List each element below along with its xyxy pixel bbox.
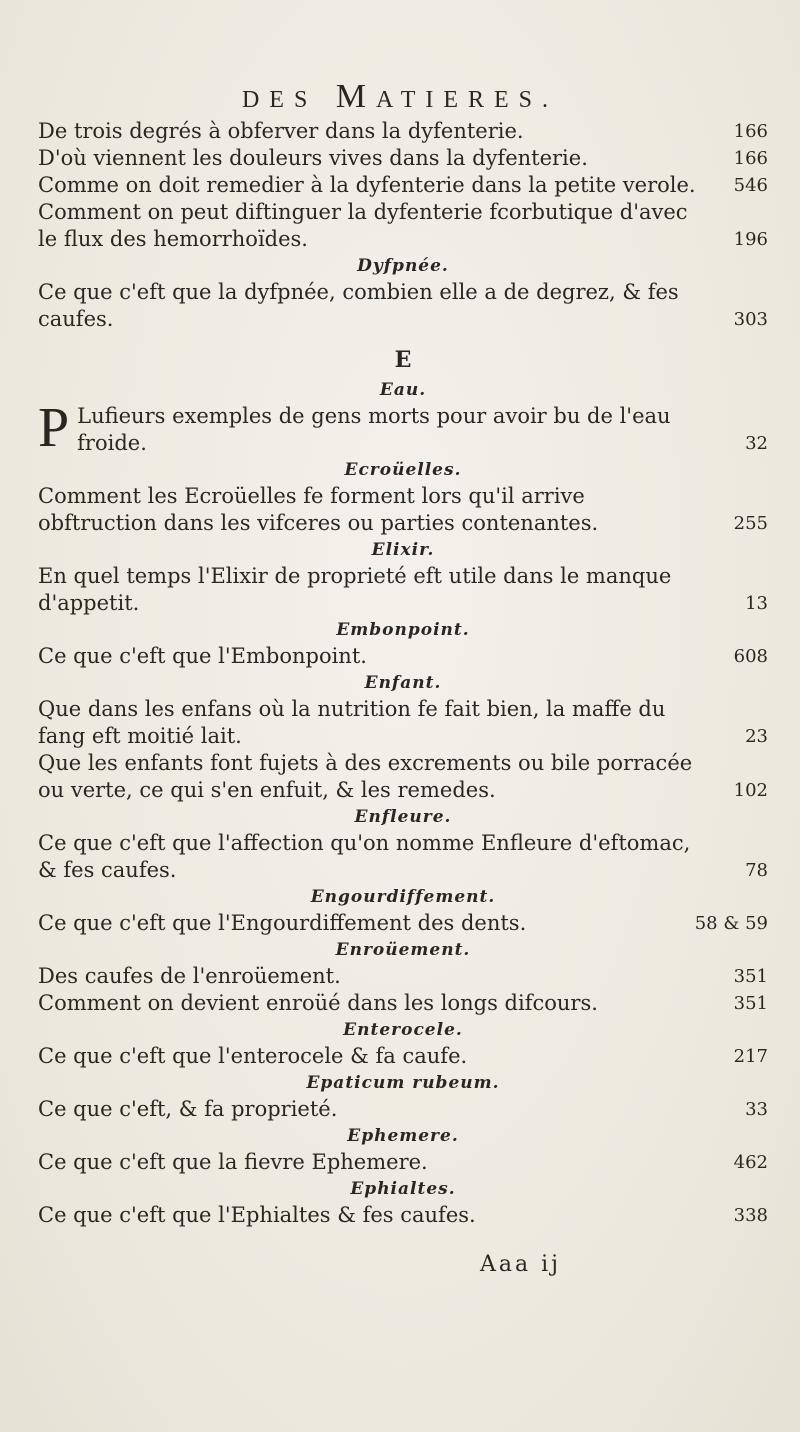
entry-text: Comme on doit remedier à la dyfenterie dans la petite verole.	[38, 173, 696, 197]
entry-text: Ce que c'eft que l'enterocele & fa caufe.	[38, 1044, 468, 1068]
entry-text: D'où viennent les douleurs vives dans la dyfenterie.	[38, 146, 588, 170]
header-prefix: DES	[241, 87, 318, 113]
index-entry	[38, 397, 768, 459]
page-number: 546	[733, 175, 768, 196]
entry-heading: Dyfpnée.	[357, 256, 449, 276]
page-number: 303	[733, 309, 768, 330]
entry-text: Ce que c'eft que l'Embonpoint.	[38, 644, 367, 668]
page-number: 608	[733, 646, 768, 667]
entry-text: Ce que c'eft que l'Engourdiffement des dents.	[38, 911, 527, 935]
page-number: 196	[733, 229, 768, 250]
index-entry	[38, 118, 768, 145]
page-number: 351	[733, 993, 768, 1014]
page-number: 166	[733, 121, 768, 142]
page-number: 13	[745, 593, 768, 614]
entry-heading: Ephialtes.	[350, 1179, 456, 1199]
index-entry	[38, 1149, 768, 1176]
entry-heading: Enfleure.	[354, 807, 452, 827]
index-entry	[38, 1043, 768, 1070]
index-entry	[38, 199, 768, 253]
page-number: 255	[733, 513, 768, 534]
index-entry	[38, 643, 768, 670]
entry-text: En quel temps l'Elixir de proprieté eft utile dans le manque d'appetit.	[38, 564, 672, 615]
entry-heading: Embonpoint.	[336, 620, 470, 640]
entry-text: Que dans les enfans où la nutrition fe fait bien, la maffe du fang eft moitié lait.	[38, 697, 666, 748]
catchword-signature: Aaa ij	[480, 1252, 561, 1277]
index-entry	[38, 1202, 768, 1229]
entry-heading: Epaticum rubeum.	[306, 1073, 500, 1093]
index-entries	[38, 118, 768, 1229]
page-number: 462	[733, 1152, 768, 1173]
section-letter: E	[394, 347, 412, 373]
index-entry	[38, 172, 768, 199]
entry-text: Ce que c'eft, & fa proprieté.	[38, 1097, 338, 1121]
page-number: 338	[733, 1205, 768, 1226]
index-entry	[38, 1096, 768, 1123]
index-entry	[38, 750, 768, 804]
index-entry	[38, 145, 768, 172]
header-rest: ATIERES.	[376, 87, 559, 113]
drop-cap: P	[38, 397, 70, 459]
entry-text: Comment les Ecroüelles fe forment lors qu'il arrive obftruction dans les vifceres ou parties contenantes.	[38, 484, 599, 535]
index-entry	[38, 990, 768, 1017]
entry-heading: Enterocele.	[343, 1020, 463, 1040]
index-entry	[38, 910, 768, 937]
page-number: 58 & 59	[694, 913, 768, 934]
page-number: 166	[733, 148, 768, 169]
entry-text: Ce que c'eft que l'affection qu'on nomme Enfleure d'eftomac, & fes caufes.	[38, 831, 691, 882]
entry-text: Que les enfants font fujets à des excrements ou bile porracée ou verte, ce qui s'en enfuit, & les remedes.	[38, 751, 693, 802]
entry-text: Comment on peut diftinguer la dyfenterie fcorbutique d'avec le flux des hemorrhoïdes.	[38, 200, 688, 251]
index-entry	[38, 563, 768, 617]
index-entry	[38, 696, 768, 750]
index-entry	[38, 483, 768, 537]
entry-text: Comment on devient enroüé dans les longs difcours.	[38, 991, 598, 1015]
entry-text: Ce que c'eft que l'Ephialtes & fes caufes.	[38, 1203, 476, 1227]
entry-text: De trois degrés à obferver dans la dyfenterie.	[38, 119, 524, 143]
page-number: 351	[733, 966, 768, 987]
page-number: 102	[733, 780, 768, 801]
entry-heading: Engourdiffement.	[310, 887, 496, 907]
index-entry	[38, 279, 768, 333]
entry-heading: Ecroüelles.	[344, 460, 462, 480]
page-number: 23	[745, 726, 768, 747]
running-header	[0, 78, 800, 116]
entry-text: Ce que c'eft que la fievre Ephemere.	[38, 1150, 428, 1174]
index-entry	[38, 830, 768, 884]
entry-heading: Elixir.	[371, 540, 435, 560]
entry-heading: Eau.	[379, 380, 427, 400]
page-number: 33	[745, 1099, 768, 1120]
entry-text: Ce que c'eft que la dyfpnée, combien elle a de degrez, & fes caufes.	[38, 280, 679, 331]
entry-text: Des caufes de l'enroüement.	[38, 964, 341, 988]
entry-heading: Enfant.	[364, 673, 442, 693]
entry-text: Lufieurs exemples de gens morts pour avoir bu de l'eau froide.	[77, 404, 671, 455]
index-entry	[38, 963, 768, 990]
page-number: 217	[733, 1046, 768, 1067]
entry-heading: Enroüement.	[335, 940, 471, 960]
header-initial: M	[335, 78, 377, 115]
page-number: 32	[745, 433, 768, 454]
entry-heading: Ephemere.	[347, 1126, 459, 1146]
page-number: 78	[745, 860, 768, 881]
